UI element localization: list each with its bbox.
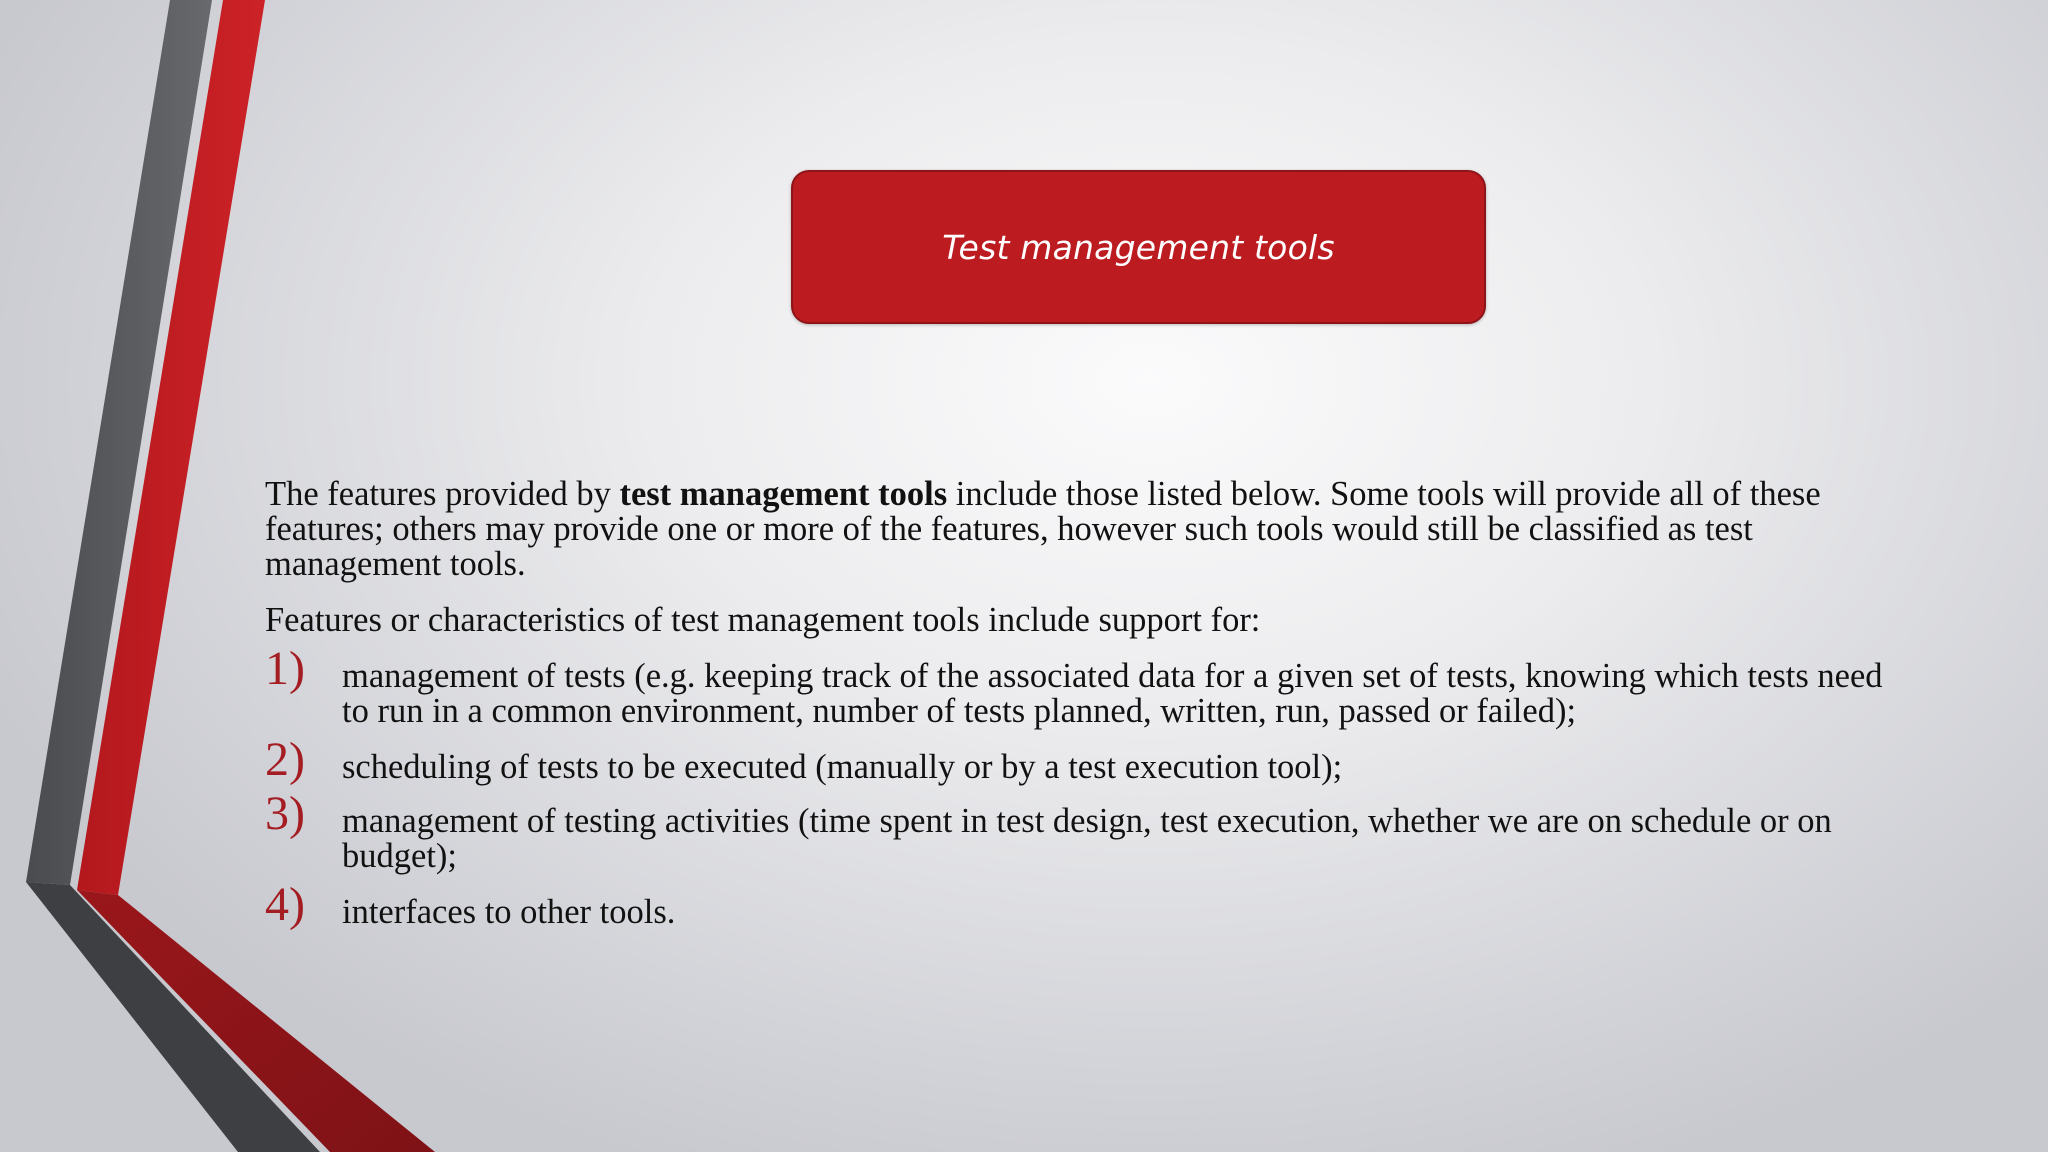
list-item xyxy=(265,733,1915,786)
list-number: 3) xyxy=(265,787,305,840)
slide-title: Test management tools xyxy=(942,227,1335,267)
intro-bold-term: test management tools xyxy=(619,475,948,513)
list-number: 2) xyxy=(265,733,305,786)
features-subheading: Features or characteristics of test management tools include support for: xyxy=(265,601,1261,639)
list-item-text: interfaces to other tools. xyxy=(342,893,676,931)
intro-rest: include those listed below. Some tools will provide all of these features; others may provide one or more of the features, however such tools would still be classified as test management tools. xyxy=(265,475,1821,583)
slide-body xyxy=(265,477,1915,951)
list-item xyxy=(265,787,1915,875)
intro-lead: The features provided by xyxy=(265,475,620,513)
intro-paragraph xyxy=(265,477,1915,582)
list-item xyxy=(265,878,1915,931)
list-item-text: management of testing activities (time spent in test design, test execution, whether we are on schedule or on budget); xyxy=(342,802,1832,875)
list-item-text: scheduling of tests to be executed (manually or by a test execution tool); xyxy=(342,748,1343,786)
title-box xyxy=(791,170,1486,324)
list-item xyxy=(265,642,1915,730)
list-number: 1) xyxy=(265,642,305,695)
list-item-text: management of tests (e.g. keeping track of the associated data for a given set of tests, knowing which tests need to run in a common environment, number of tests planned, written, run, passed or failed); xyxy=(342,657,1883,730)
list-number: 4) xyxy=(265,878,305,931)
features-list xyxy=(265,642,1915,931)
